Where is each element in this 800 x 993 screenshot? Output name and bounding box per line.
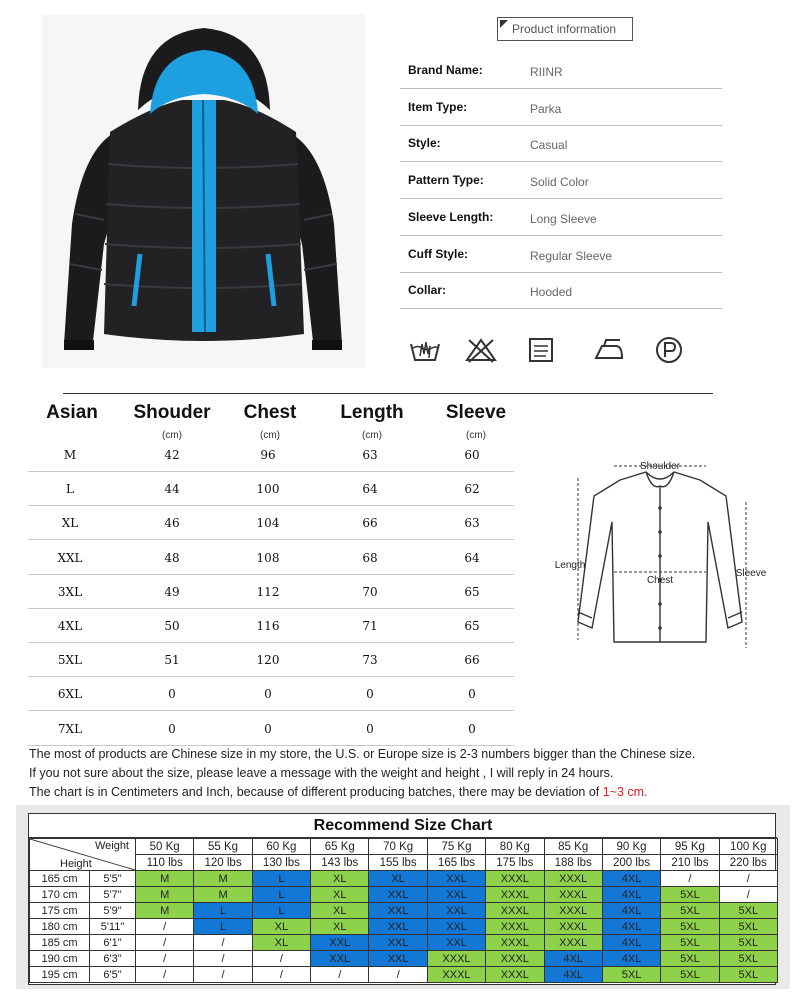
info-key: Brand Name: bbox=[408, 63, 483, 77]
recommended-size-cell: XXXL bbox=[427, 967, 485, 983]
info-key: Pattern Type: bbox=[408, 173, 484, 188]
weight-lbs-cell: 188 lbs bbox=[544, 855, 602, 871]
recommended-size-cell: L bbox=[252, 887, 310, 903]
size-value: 70 bbox=[362, 584, 378, 599]
chest-label: Chest bbox=[646, 575, 674, 586]
info-value: Casual bbox=[530, 138, 568, 153]
height-ft-cell: 5'11" bbox=[90, 919, 136, 935]
weight-lbs-cell: 175 lbs bbox=[486, 855, 544, 871]
weight-lbs-cell: 130 lbs bbox=[252, 855, 310, 871]
size-col-header: Asian bbox=[46, 402, 98, 423]
recommended-size-cell: 5XL bbox=[719, 903, 777, 919]
recommended-size-cell: 5XL bbox=[719, 951, 777, 967]
recommended-size-cell: 4XL bbox=[602, 871, 660, 887]
recommended-size-cell: / bbox=[719, 887, 777, 903]
size-value: 65 bbox=[464, 584, 480, 599]
info-row bbox=[400, 90, 722, 126]
recommended-size-cell: 5XL bbox=[661, 919, 719, 935]
height-cm-cell: 175 cm bbox=[30, 903, 90, 919]
recommended-size-cell: 5XL bbox=[661, 887, 719, 903]
height-ft-cell: 5'9" bbox=[90, 903, 136, 919]
recommended-size-cell: 5XL bbox=[661, 903, 719, 919]
recommended-size-cell: XXXL bbox=[486, 903, 544, 919]
size-row bbox=[28, 609, 514, 643]
shoulder-label: Shoulder bbox=[639, 461, 681, 472]
size-label: 5XL bbox=[57, 653, 83, 668]
dry-clean-p-icon bbox=[652, 336, 686, 364]
weight-lbs-cell: 210 lbs bbox=[661, 855, 719, 871]
recommended-size-cell: M bbox=[194, 871, 252, 887]
recommended-size-cell: XXL bbox=[427, 919, 485, 935]
size-col-unit: (cm) bbox=[162, 430, 182, 441]
size-row bbox=[28, 472, 514, 506]
size-value: 64 bbox=[464, 550, 480, 565]
size-value: 0 bbox=[366, 721, 374, 736]
recommended-size-cell: XXL bbox=[311, 935, 369, 951]
size-col-header: Length bbox=[340, 402, 404, 423]
weight-lbs-cell: 120 lbs bbox=[194, 855, 252, 871]
height-row bbox=[30, 919, 778, 935]
hand-wash-icon bbox=[408, 336, 442, 364]
size-row bbox=[28, 677, 514, 711]
recommend-size-chart-title: Recommend Size Chart bbox=[29, 814, 777, 838]
size-label: 3XL bbox=[57, 584, 83, 599]
height-cm-cell: 180 cm bbox=[30, 919, 90, 935]
recommended-size-cell: 4XL bbox=[544, 951, 602, 967]
info-value: Long Sleeve bbox=[530, 211, 597, 226]
weight-kg-cell: 65 Kg bbox=[311, 839, 369, 855]
recommended-size-cell: / bbox=[369, 967, 427, 983]
size-label: XXL bbox=[57, 550, 83, 565]
size-row bbox=[28, 575, 514, 609]
size-value: 0 bbox=[468, 721, 476, 736]
recommended-size-cell: 4XL bbox=[602, 919, 660, 935]
info-key: Style: bbox=[408, 136, 441, 151]
size-value: 66 bbox=[362, 516, 378, 531]
recommended-size-cell: 5XL bbox=[661, 967, 719, 983]
size-label: L bbox=[66, 482, 74, 497]
recommended-size-cell: / bbox=[252, 967, 310, 983]
height-ft-cell: 6'5" bbox=[90, 967, 136, 983]
recommended-size-cell: XXL bbox=[369, 887, 427, 903]
recommend-size-grid bbox=[29, 838, 778, 983]
recommended-size-cell: / bbox=[194, 935, 252, 951]
recommended-size-cell: XXL bbox=[427, 903, 485, 919]
info-row bbox=[400, 273, 722, 309]
size-row bbox=[28, 712, 514, 746]
recommended-size-cell: / bbox=[661, 871, 719, 887]
size-value: 0 bbox=[264, 721, 272, 736]
info-key: Cuff Style: bbox=[408, 246, 468, 261]
sleeve-label: Sleeve bbox=[735, 568, 767, 579]
size-row bbox=[28, 506, 514, 540]
size-col-header: Shouder bbox=[133, 402, 211, 423]
deviation-value: 1~3 cm. bbox=[602, 785, 648, 799]
size-note-2: If you not sure about the size, please leave a message with the weight and height , I will reply in 24 hours. bbox=[29, 766, 614, 780]
care-instructions bbox=[408, 336, 708, 366]
height-cm-cell: 195 cm bbox=[30, 967, 90, 983]
size-label: M bbox=[63, 448, 77, 462]
recommended-size-cell: XXL bbox=[369, 951, 427, 967]
recommended-size-cell: 4XL bbox=[602, 935, 660, 951]
recommended-size-cell: XL bbox=[252, 935, 310, 951]
size-value: 49 bbox=[164, 584, 180, 599]
size-value: 51 bbox=[164, 653, 180, 668]
recommended-size-cell: XXXL bbox=[486, 919, 544, 935]
size-value: 100 bbox=[256, 482, 280, 497]
size-value: 48 bbox=[164, 550, 180, 565]
recommended-size-cell: 5XL bbox=[719, 967, 777, 983]
size-value: 42 bbox=[164, 448, 180, 462]
recommended-size-cell: / bbox=[136, 935, 194, 951]
info-value: RIINR bbox=[530, 65, 563, 79]
size-col-header: Chest bbox=[243, 402, 297, 423]
weight-kg-cell: 90 Kg bbox=[602, 839, 660, 855]
recommended-size-cell: 5XL bbox=[661, 951, 719, 967]
size-col-unit: (cm) bbox=[260, 430, 280, 441]
weight-kg-cell: 50 Kg bbox=[136, 839, 194, 855]
info-key: Collar: bbox=[408, 283, 447, 298]
size-value: 46 bbox=[164, 516, 180, 531]
info-key: Sleeve Length: bbox=[408, 209, 494, 224]
length-label: Length bbox=[554, 560, 586, 571]
drip-dry-icon bbox=[524, 336, 558, 364]
recommended-size-cell: 4XL bbox=[602, 903, 660, 919]
size-value: 50 bbox=[164, 619, 180, 633]
corner-triangle-icon bbox=[500, 20, 508, 28]
info-value: Parka bbox=[530, 101, 562, 116]
recommended-size-cell: / bbox=[194, 967, 252, 983]
height-ft-cell: 6'1" bbox=[90, 935, 136, 951]
recommended-size-cell: 5XL bbox=[719, 919, 777, 935]
weight-kg-cell: 60 Kg bbox=[252, 839, 310, 855]
recommended-size-cell: XXXL bbox=[486, 967, 544, 983]
height-cm-cell: 190 cm bbox=[30, 951, 90, 967]
measurement-diagram bbox=[548, 452, 773, 664]
size-note-3-text: The chart is in Centimeters and Inch, because of different producing batches, there may be deviation of bbox=[29, 785, 603, 799]
weight-lbs-cell: 200 lbs bbox=[602, 855, 660, 871]
recommended-size-cell: XXXL bbox=[544, 935, 602, 951]
weight-kg-row bbox=[30, 839, 778, 855]
height-ft-cell: 6'3" bbox=[90, 951, 136, 967]
height-cm-cell: 165 cm bbox=[30, 871, 90, 887]
recommended-size-cell: 4XL bbox=[544, 967, 602, 983]
size-value: 73 bbox=[362, 653, 378, 668]
recommended-size-cell: XXL bbox=[427, 871, 485, 887]
recommended-size-cell: / bbox=[194, 951, 252, 967]
recommended-size-cell: XXL bbox=[369, 919, 427, 935]
size-value: 120 bbox=[256, 653, 280, 668]
weight-kg-cell: 95 Kg bbox=[661, 839, 719, 855]
size-label: 7XL bbox=[57, 721, 83, 736]
product-information-title: Product information bbox=[512, 22, 617, 36]
iron-icon bbox=[592, 336, 626, 364]
recommended-size-cell: / bbox=[136, 919, 194, 935]
recommended-size-cell: M bbox=[136, 903, 194, 919]
size-note-3 bbox=[29, 785, 648, 799]
size-value: 0 bbox=[366, 687, 374, 702]
info-value: Solid Color bbox=[530, 175, 589, 190]
size-value: 62 bbox=[464, 482, 480, 497]
recommended-size-cell: 5XL bbox=[602, 967, 660, 983]
recommended-size-cell: XXXL bbox=[544, 919, 602, 935]
size-value: 112 bbox=[256, 584, 280, 599]
info-row bbox=[400, 237, 722, 273]
recommended-size-cell: M bbox=[194, 887, 252, 903]
weight-kg-cell: 80 Kg bbox=[486, 839, 544, 855]
size-value: 44 bbox=[164, 482, 180, 497]
section-divider bbox=[63, 393, 713, 394]
size-value: 0 bbox=[468, 687, 476, 702]
weight-lbs-cell: 165 lbs bbox=[427, 855, 485, 871]
recommended-size-cell: XXXL bbox=[544, 871, 602, 887]
size-label: 4XL bbox=[57, 619, 83, 633]
weight-kg-cell: 55 Kg bbox=[194, 839, 252, 855]
recommended-size-cell: 5XL bbox=[661, 935, 719, 951]
size-value: 108 bbox=[256, 550, 280, 565]
info-row bbox=[400, 200, 722, 236]
height-label: Height bbox=[60, 858, 92, 870]
height-cm-cell: 185 cm bbox=[30, 935, 90, 951]
size-row bbox=[28, 438, 514, 472]
recommended-size-cell: XXL bbox=[311, 951, 369, 967]
recommended-size-cell: / bbox=[136, 951, 194, 967]
size-label: 6XL bbox=[57, 687, 83, 702]
recommended-size-cell: XXL bbox=[369, 935, 427, 951]
size-value: 96 bbox=[260, 448, 276, 462]
size-value: 64 bbox=[362, 482, 378, 497]
size-note-1: The most of products are Chinese size in my store, the U.S. or Europe size is 2-3 numbers bigger than the Chinese size. bbox=[29, 747, 696, 761]
info-key: Item Type: bbox=[408, 99, 468, 114]
product-photo bbox=[42, 14, 365, 368]
size-value: 66 bbox=[464, 653, 480, 668]
recommended-size-cell: / bbox=[136, 967, 194, 983]
recommended-size-cell: L bbox=[252, 871, 310, 887]
size-value: 104 bbox=[256, 516, 280, 531]
recommended-size-cell: / bbox=[252, 951, 310, 967]
recommended-size-cell: / bbox=[719, 871, 777, 887]
recommended-size-cell: 4XL bbox=[602, 887, 660, 903]
weight-lbs-cell: 220 lbs bbox=[719, 855, 777, 871]
height-ft-cell: 5'7" bbox=[90, 887, 136, 903]
recommended-size-cell: XL bbox=[311, 919, 369, 935]
product-information-header bbox=[497, 17, 633, 41]
weight-kg-cell: 100 Kg bbox=[719, 839, 777, 855]
recommended-size-cell: XXXL bbox=[427, 951, 485, 967]
size-value: 60 bbox=[464, 448, 480, 462]
recommended-size-cell: XXXL bbox=[544, 887, 602, 903]
weight-lbs-cell: 143 lbs bbox=[311, 855, 369, 871]
recommended-size-cell: XL bbox=[369, 871, 427, 887]
recommended-size-cell: XL bbox=[311, 871, 369, 887]
size-value: 116 bbox=[256, 619, 280, 633]
size-value: 63 bbox=[464, 516, 480, 531]
height-row bbox=[30, 887, 778, 903]
recommended-size-cell: XXXL bbox=[486, 871, 544, 887]
recommended-size-cell: XL bbox=[311, 903, 369, 919]
recommended-size-cell: XXL bbox=[427, 935, 485, 951]
info-value: Hooded bbox=[530, 285, 573, 300]
recommended-size-cell: XXXL bbox=[544, 903, 602, 919]
weight-height-corner bbox=[30, 839, 136, 871]
size-value: 0 bbox=[168, 721, 176, 736]
recommended-size-cell: XL bbox=[311, 887, 369, 903]
size-value: 65 bbox=[464, 619, 480, 633]
info-row bbox=[400, 53, 722, 89]
size-col-unit: (cm) bbox=[466, 430, 486, 441]
recommended-size-cell: XXXL bbox=[486, 951, 544, 967]
recommended-size-cell: XL bbox=[252, 919, 310, 935]
recommended-size-cell: L bbox=[252, 903, 310, 919]
weight-kg-cell: 70 Kg bbox=[369, 839, 427, 855]
size-row bbox=[28, 643, 514, 677]
height-ft-cell: 5'5" bbox=[90, 871, 136, 887]
recommended-size-cell: M bbox=[136, 871, 194, 887]
weight-label: Weight bbox=[94, 840, 129, 852]
no-bleach-icon bbox=[464, 336, 498, 364]
size-value: 63 bbox=[362, 448, 378, 462]
size-value: 71 bbox=[362, 619, 378, 633]
size-value: 0 bbox=[168, 687, 176, 702]
info-row bbox=[400, 163, 722, 199]
size-row bbox=[28, 541, 514, 575]
info-value: Regular Sleeve bbox=[530, 248, 613, 263]
recommended-size-cell: 5XL bbox=[719, 935, 777, 951]
height-row bbox=[30, 967, 778, 983]
weight-lbs-cell: 155 lbs bbox=[369, 855, 427, 871]
size-label: XL bbox=[61, 516, 79, 531]
size-col-unit: (cm) bbox=[362, 430, 382, 441]
weight-kg-cell: 75 Kg bbox=[427, 839, 485, 855]
recommended-size-cell: L bbox=[194, 903, 252, 919]
recommended-size-cell: M bbox=[136, 887, 194, 903]
recommended-size-cell: XXL bbox=[427, 887, 485, 903]
weight-lbs-cell: 110 lbs bbox=[136, 855, 194, 871]
recommended-size-cell: XXL bbox=[369, 903, 427, 919]
height-cm-cell: 170 cm bbox=[30, 887, 90, 903]
size-value: 68 bbox=[362, 550, 378, 565]
recommended-size-cell: XXXL bbox=[486, 935, 544, 951]
recommend-size-chart bbox=[16, 805, 790, 989]
recommended-size-cell: XXXL bbox=[486, 887, 544, 903]
height-row bbox=[30, 951, 778, 967]
recommended-size-cell: 4XL bbox=[602, 951, 660, 967]
recommended-size-cell: / bbox=[311, 967, 369, 983]
size-value: 0 bbox=[264, 687, 272, 702]
recommended-size-cell: L bbox=[194, 919, 252, 935]
info-row bbox=[400, 126, 722, 162]
weight-lbs-row bbox=[30, 855, 778, 871]
height-row bbox=[30, 903, 778, 919]
height-row bbox=[30, 871, 778, 887]
height-row bbox=[30, 935, 778, 951]
hooded-jacket-image bbox=[42, 14, 365, 368]
size-col-header: Sleeve bbox=[445, 402, 507, 423]
weight-kg-cell: 85 Kg bbox=[544, 839, 602, 855]
